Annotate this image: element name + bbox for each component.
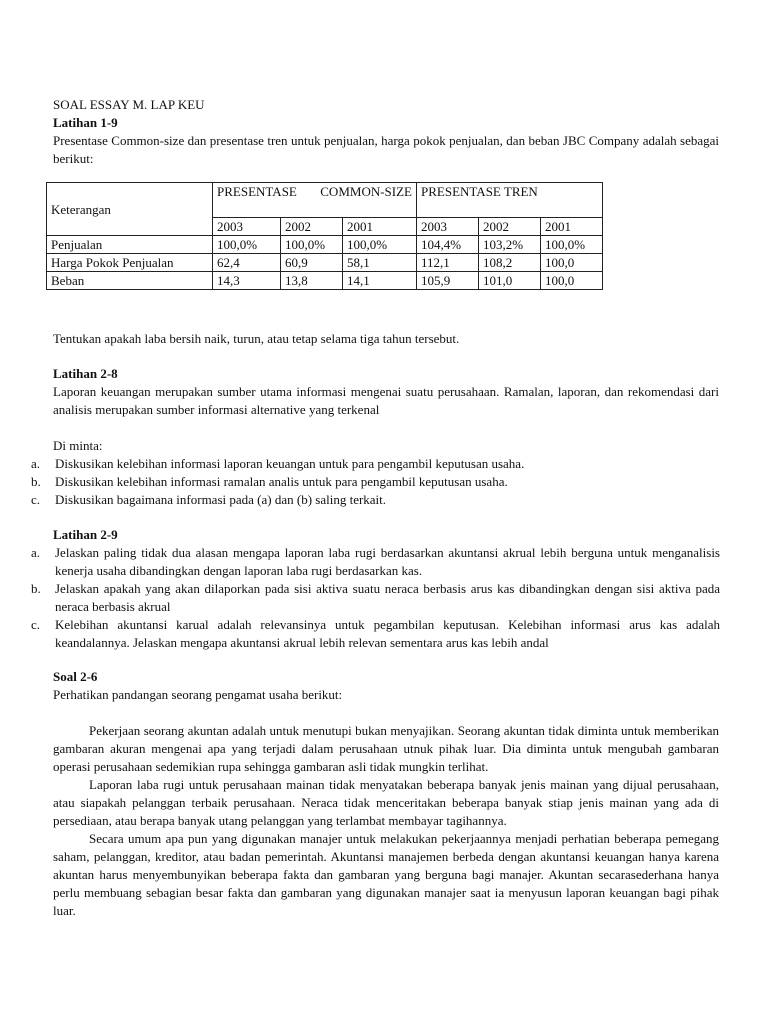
latihan-2-9-heading: Latihan 2-9: [53, 527, 118, 542]
keterangan-header: Keterangan: [47, 183, 213, 236]
list-marker: c.: [31, 617, 41, 632]
table-row-penjualan: [47, 236, 603, 254]
year-cell: 2001: [343, 218, 417, 236]
document-title: SOAL ESSAY M. LAP KEU: [53, 97, 205, 112]
soal-2-6-quote: [53, 722, 719, 920]
list-item: [0, 616, 720, 652]
quote-paragraph: Secara umum apa pun yang digunakan manajer untuk melakukan pekerjaannya menjadi perhatian beberapa pemegang saham, pelanggan, kreditor, atau badan pemerintah. Akuntansi manajemen berbeda dengan akuntansi keuangan hanya karena akuntan harus menyembunyikan beberapa fakta dan gambaran yang berguna bagi manajer. Akuntan secarasederhana hanya perlu membuang sebagian besar fakta dan gambaran yang digunakan manajer saat ia menyusun laporan keuangan bagi pihak luar.: [53, 831, 719, 918]
latihan-2-8-heading: Latihan 2-8: [53, 366, 118, 381]
row-label: Harga Pokok Penjualan: [47, 254, 213, 272]
latihan-2-8-block: [53, 365, 719, 419]
table-row-beban: [47, 272, 603, 290]
list-item-text: Jelaskan apakah yang akan dilaporkan pada sisi aktiva suatu neraca berbasis arus kas dibandingkan dengan sisi aktiva pada neraca berbasis akrual: [55, 581, 720, 614]
year-cell: 2001: [541, 218, 603, 236]
list-marker: a.: [31, 456, 41, 471]
latihan-2-9-list: [0, 544, 720, 652]
latihan-2-8-list: [0, 455, 720, 509]
table-cell: 100,0%: [213, 236, 281, 254]
table-cell: 104,4%: [417, 236, 479, 254]
table-cell: 13,8: [281, 272, 343, 290]
row-label: Beban: [47, 272, 213, 290]
tren-header: PRESENTASE TREN: [417, 183, 603, 218]
latihan-1-9-question-block: [53, 330, 719, 348]
soal-2-6-heading: Soal 2-6: [53, 669, 98, 684]
table-cell: 14,3: [213, 272, 281, 290]
year-cell: 2003: [417, 218, 479, 236]
list-item: [0, 473, 720, 491]
year-cell: 2003: [213, 218, 281, 236]
year-cell: 2002: [479, 218, 541, 236]
list-item-text: Jelaskan paling tidak dua alasan mengapa laporan laba rugi berdasarkan akuntansi akrual lebih berguna untuk menganalisis kenerja usaha dibandingkan dengan laporan laba rugi berdasarkan kas.: [55, 545, 720, 578]
table-cell: 103,2%: [479, 236, 541, 254]
table-cell: 58,1: [343, 254, 417, 272]
latihan-1-9-heading: Latihan 1-9: [53, 115, 118, 130]
quote-paragraph: Pekerjaan seorang akuntan adalah untuk menutupi bukan menyajikan. Seorang akuntan tidak diminta untuk memberikan gambaran akuran mengenai apa yang terjadi dalam perusahaan utnuk pihak luar. Dia diminta untuk mengubah gambaran operasi perusahaan sedemikian rupa sehingga gambaran asli tidak mungkin terlihat.: [53, 723, 719, 774]
diminta-label: Di minta:: [53, 438, 103, 453]
list-item-text: Kelebihan akuntansi karual adalah relevansinya untuk pegambilan keputusan. Kelebihan informasi arus kas adalah keandalannya. Jelaskan mengapa akuntansi akrual lebih relevan sementara arus kas lebih andal: [55, 617, 720, 650]
table-cell: 100,0%: [281, 236, 343, 254]
table-cell: 100,0: [541, 254, 603, 272]
soal-2-6-intro: Perhatikan pandangan seorang pengamat usaha berikut:: [53, 687, 343, 702]
row-label: Penjualan: [47, 236, 213, 254]
table-cell: 100,0: [541, 272, 603, 290]
soal-2-6-block: [53, 668, 719, 704]
list-item-text: Diskusikan bagaimana informasi pada (a) dan (b) saling terkait.: [55, 492, 387, 507]
list-marker: b.: [31, 581, 41, 596]
list-item: [0, 455, 720, 473]
quote-paragraph: Laporan laba rugi untuk perusahaan mainan tidak menyatakan beberapa banyak jenis mainan yang dijual perusahaan, atau siapakah pelanggan terbaik perusahaan. Neraca tidak menceritakan beberapa banyak stiap jenis mainan yang ada di persediaan, atau berapa banyak utang pelanggan yang terlambat membayar tagihannya.: [53, 777, 719, 828]
percentage-table: [46, 182, 603, 290]
list-item-text: Diskusikan kelebihan informasi ramalan analis untuk para pengambil keputusan usaha.: [55, 474, 508, 489]
table-cell: 14,1: [343, 272, 417, 290]
table-cell: 62,4: [213, 254, 281, 272]
table-row-hpp: [47, 254, 603, 272]
table-cell: 100,0%: [541, 236, 603, 254]
latihan-1-9-intro: Presentase Common-size dan presentase tren untuk penjualan, harga pokok penjualan, dan beban JBC Company adalah sebagai berikut:: [53, 133, 719, 166]
table-cell: 101,0: [479, 272, 541, 290]
table-header-row: [47, 183, 603, 218]
list-item-text: Diskusikan kelebihan informasi laporan keuangan untuk para pengambil keputusan usaha.: [55, 456, 525, 471]
table-cell: 100,0%: [343, 236, 417, 254]
list-item: [0, 544, 720, 580]
list-item: [0, 580, 720, 616]
table-cell: 108,2: [479, 254, 541, 272]
latihan-1-9-question: Tentukan apakah laba bersih naik, turun, atau tetap selama tiga tahun tersebut.: [53, 331, 460, 346]
list-marker: c.: [31, 492, 41, 507]
latihan-1-9-intro-block: [53, 96, 719, 168]
latihan-2-9-heading-block: [53, 526, 719, 544]
list-item: [0, 491, 720, 509]
common-size-header: PRESENTASE COMMON-SIZE: [213, 183, 417, 218]
table-cell: 60,9: [281, 254, 343, 272]
year-cell: 2002: [281, 218, 343, 236]
table-cell: 112,1: [417, 254, 479, 272]
latihan-2-8-intro: Laporan keuangan merupakan sumber utama informasi mengenai suatu perusahaan. Ramalan, laporan, dan rekomendasi dari analisis merupakan sumber informasi alternative yang terkenal: [53, 384, 719, 417]
list-marker: a.: [31, 545, 41, 560]
diminta-block: [53, 437, 719, 455]
list-marker: b.: [31, 474, 41, 489]
table-cell: 105,9: [417, 272, 479, 290]
